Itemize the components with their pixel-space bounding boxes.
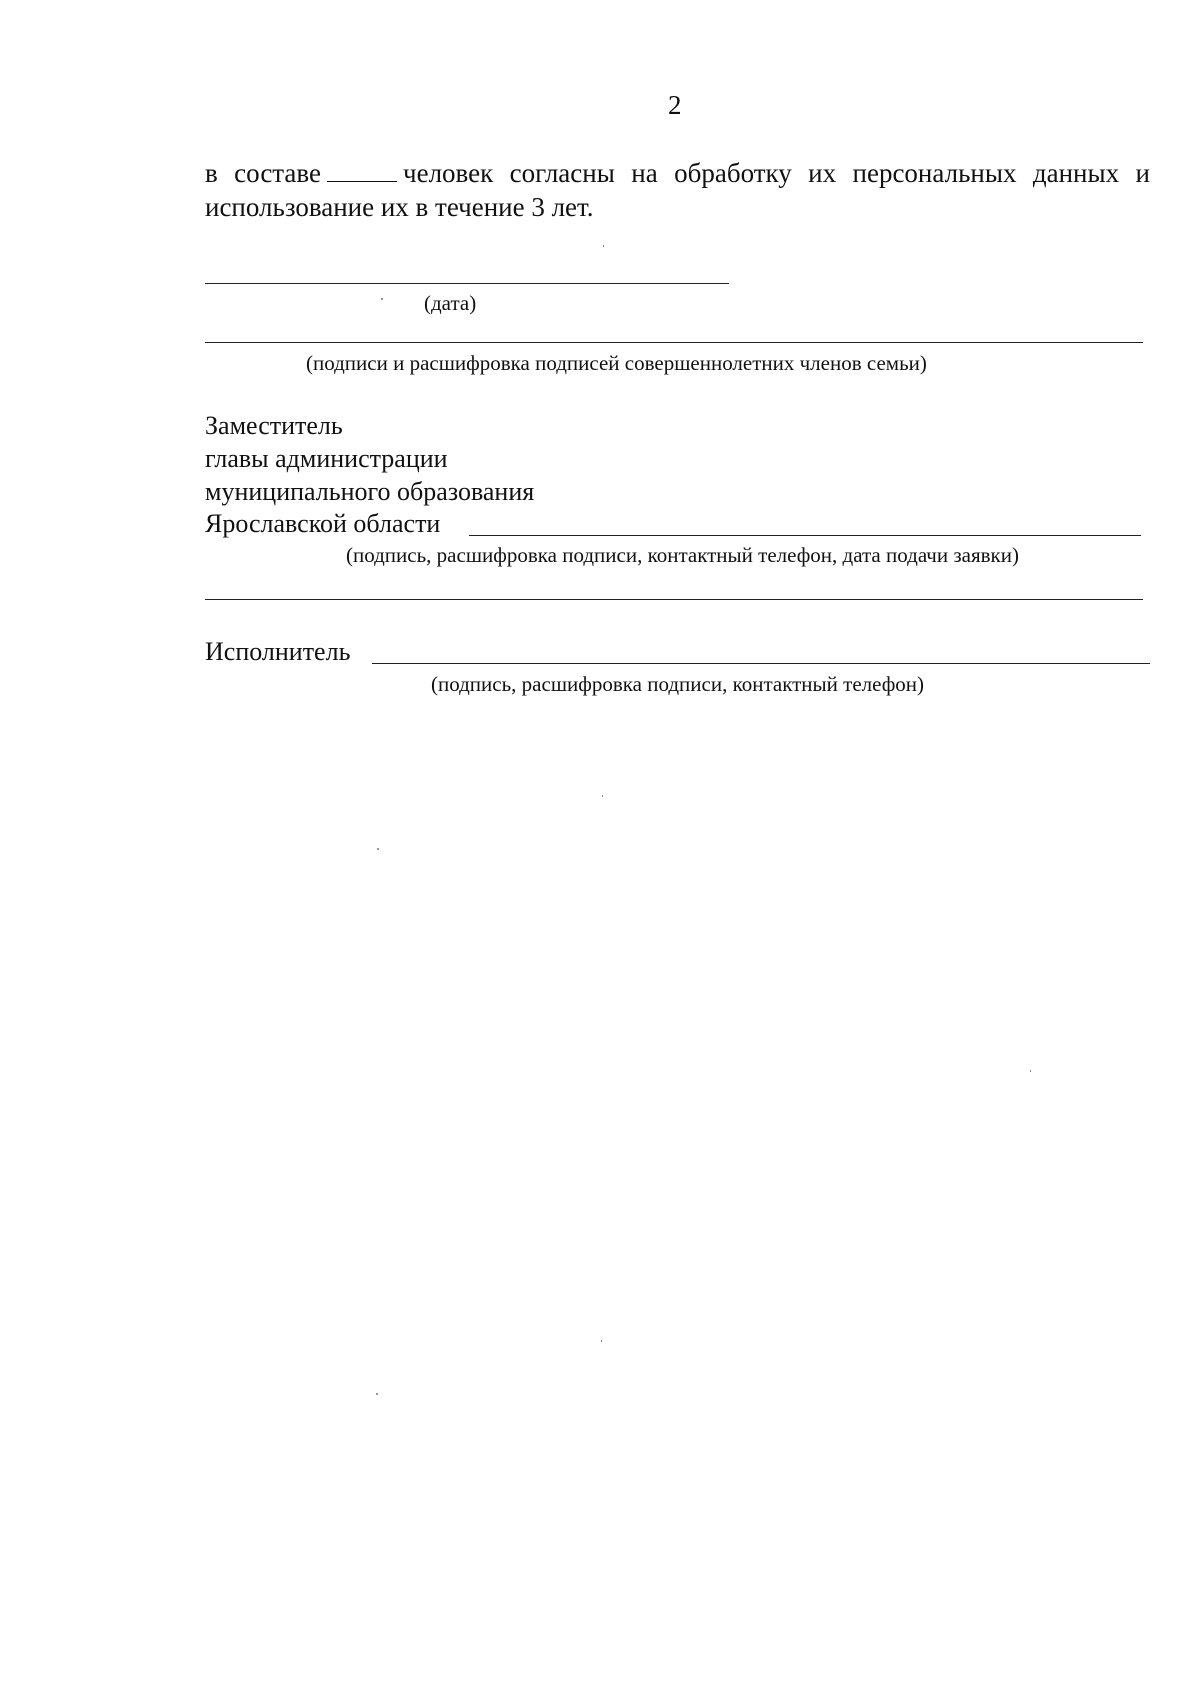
additional-blank-line[interactable] bbox=[205, 599, 1143, 600]
deputy-title-line-1: Заместитель bbox=[205, 411, 343, 440]
paragraph-line-1-end: человек согласны на обработку их персональных данных и bbox=[403, 158, 1151, 188]
family-signatures-caption: (подписи и расшифровка подписей совершеннолетних членов семьи) bbox=[306, 351, 927, 375]
page-number: 2 bbox=[668, 90, 682, 120]
family-count-blank[interactable] bbox=[327, 159, 397, 182]
date-blank-line[interactable] bbox=[205, 283, 729, 284]
scan-speck bbox=[601, 1340, 602, 1342]
deputy-signature-caption: (подпись, расшифровка подписи, контактный телефон, дата подачи заявки) bbox=[346, 543, 1019, 567]
executor-signature-blank-line[interactable] bbox=[372, 663, 1150, 664]
deputy-title-line-2: главы администрации bbox=[205, 444, 448, 473]
scan-speck bbox=[381, 298, 383, 300]
family-signatures-blank-line[interactable] bbox=[205, 342, 1143, 343]
scan-speck bbox=[602, 795, 603, 797]
deputy-title-line-4: Ярославской области bbox=[205, 509, 441, 538]
paragraph-line-1-start: в составе bbox=[205, 158, 321, 188]
date-caption: (дата) bbox=[424, 291, 477, 315]
deputy-title-line-3: муниципального образования bbox=[205, 477, 535, 506]
paragraph-line-2: использование их в течение 3 лет. bbox=[205, 192, 594, 222]
scan-speck bbox=[1030, 1070, 1031, 1072]
deputy-signature-blank-line[interactable] bbox=[469, 535, 1141, 536]
executor-label: Исполнитель bbox=[205, 637, 351, 666]
scan-speck bbox=[377, 848, 379, 850]
scan-speck bbox=[603, 245, 604, 247]
paragraph-line-1 bbox=[205, 156, 1150, 190]
executor-signature-caption: (подпись, расшифровка подписи, контактный телефон) bbox=[431, 672, 925, 696]
scan-speck bbox=[376, 1393, 378, 1395]
